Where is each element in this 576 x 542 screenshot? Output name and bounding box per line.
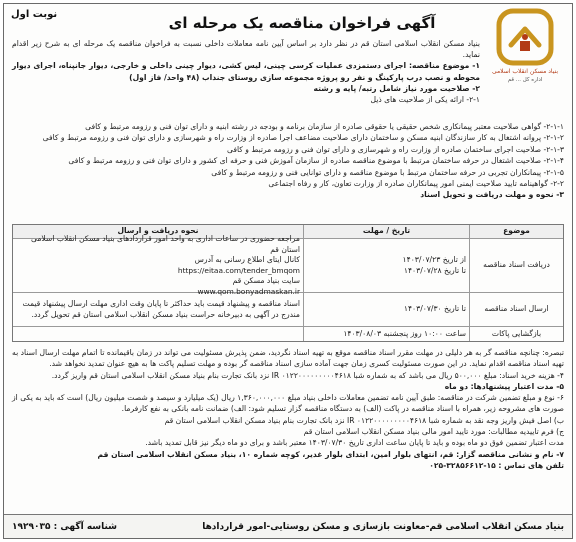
eitaa-channel-link[interactable]: https://eitaa.com/tender_bmqom <box>177 265 300 275</box>
row-date <box>303 293 469 326</box>
table-row <box>13 234 563 296</box>
date-to: تا تاریخ ۱۴۰۳/۰۷/۲۸ <box>403 265 466 275</box>
row-subject: بازگشایی پاکات <box>469 327 563 341</box>
header-method: نحوه دریافت و ارسال <box>117 226 199 236</box>
opening-time: ساعت ۱۰:۰۰ روز پنجشنبه ۱۴۰۳/۰۸/۰۳ <box>343 328 466 338</box>
guarantee-validity: مدت اعتبار تضمین فوق دو ماه بوده و باید تا پایان ساعت اداری تاریخ ۱۴۰۳/۰۷/۳۰ معتبر باشد و برای دو ماه دیگر نیز قابل تمدید باشد. <box>145 438 564 448</box>
method-channel-label: کانال ایتای اطلاع رسانی به آدرس <box>194 255 300 264</box>
row-method <box>13 293 303 326</box>
row-date <box>303 327 469 341</box>
ad-number: شناسه آگهی : ۱۹۲۹۰۳۵ <box>12 521 118 532</box>
tender-subject: ۱- موضوع مناقصه: اجرای دستمزدی عملیات کرسی چینی، لیس کشی، دیوار چینی داخلی و خارجی، دیوار جانپناه، اجرای دیوار محوطه و نصب درب پارکینگ و نفر رو پروژه مجموعه سازی روستای جنداب (۴۸ واحد/ فاز اول) <box>12 61 480 82</box>
row-subject: دریافت اسناد مناقصه <box>469 239 563 292</box>
validity-period: ۵- مدت اعتبار پیشنهادها: دو ماه <box>444 381 564 391</box>
row-method <box>13 234 303 296</box>
qualification-item: ۲-۱-۵- پیمانکاران تجربی در حرفه ساختمان مرتبط با موضوع مناقصه و دارای توانایی فنی و رزومه مرتبط و کافی <box>211 167 564 177</box>
intro-paragraph: بنیاد مسکن انقلاب اسلامی استان قم در نظر دارد بر اساس آیین نامه معاملات داخلی نسبت به فراخوان مناقصه یک مرحله ای به شرح زیر اقدام نماید. <box>12 39 480 60</box>
terms-text <box>12 347 564 471</box>
guarantee-paragraph: ۶- نوع و مبلغ تضمین شرکت در مناقصه: طبق آیین نامه تضمین معاملات داخلی بنیاد مبلغ ۱,۳۶۰,۰۰۰,۰۰۰ ریال (یک میلیارد و سیصد و شصت میلیون ریال) است که باید به یکی از صورت های مشروحه زیر، همراه با اسناد مناقصه در پاکت (الف) به دستگاه مناقصه گزار تسلیم شود: الف) ضمانت نامه بانکی به نفع کارفرما. <box>12 393 564 414</box>
bonyad-maskan-logo <box>484 7 566 119</box>
guarantee-form: ج) فرم تاییدیه مطالبات: مورد تایید امور مالی بنیاد مسکن انقلاب اسلامی استان قم <box>303 427 564 437</box>
header-date: تاریخ / مهلت <box>303 225 469 238</box>
documents-heading: ۳- نحوه و مهلت دریافت و تحویل اسناد <box>420 190 564 200</box>
qualification-heading: ۲- صلاحیت مورد نیاز شامل رتبه/ پایه و رشته <box>313 83 480 93</box>
qualification-subheading: ۲-۱- ارائه یکی از صلاحیت های ذیل <box>370 95 480 105</box>
phone-numbers: ۰۲۵-۳۲۸۵۶۶۱۲-۱۵ <box>429 460 496 470</box>
qualification-item: ۲-۱-۲- پروانه اشتغال به کار سازندگان ابنیه مسکن و ساختمان دارای صلاحیت مضاعف اجرا صادره از وزارت راه و شهرسازی و دارای توان فنی و رزومه مرتبط و کافی <box>42 133 564 143</box>
method-text: مراجعه حضوری در ساعات اداری به واحد امور قراردادهای بنیاد مسکن انقلاب اسلامی استان قم <box>31 234 300 254</box>
tender-notice <box>3 3 573 539</box>
qualifications-list <box>12 121 564 201</box>
document-fee: ۴- هزینه خرید اسناد: مبلغ ۵۰۰,۰۰۰ ریال می باشد که به شماره شبا IR ۰۱۲۲۰۰۰۰۰۰۰۰۰۴۶۱۸ نزد بانک تجارت بنام بنیاد مسکن انقلاب اسلامی استان قم واریز گردد. <box>51 370 564 380</box>
table-row <box>13 327 563 341</box>
note-paragraph: تبصره: چنانچه مناقصه گر به هر دلیلی در مهلت مقرر اسناد مناقصه موقع به تهیه اسناد نگردید، ضمن پذیرش مسئولیت می تواند در زمان باقیمانده تا اتمام مهلت ارسال اسناد به تهیه اسناد مناقصه اقدام نماید. در این صورت مسئولیت کسری زمان جهت آماده سازی اسناد مناقصه گر بوده و مهلت تسلیم پاکت ها به هیچ عنوان تمدید نخواهد شد. <box>12 348 564 369</box>
logo-caption: بنیاد مسکن انقلاب اسلامی <box>491 68 559 75</box>
website-link[interactable]: www.qom.bonyadmaskan.ir <box>197 286 300 296</box>
date-deadline: تا تاریخ ۱۴۰۳/۰۷/۳۰ <box>403 304 466 314</box>
notice-title: آگهی فراخوان مناقصه یک مرحله ای <box>168 14 436 32</box>
qualification-item: ۲-۱-۱- گواهی صلاحیت معتبر پیمانکاری شخص حقیقی یا حقوقی صادره از سازمان برنامه و بودجه در رشته ابنیه و دارای توان فنی و رزومه مرتبط و کافی <box>85 122 564 131</box>
tenderer-address: ۷- نام و نشانی مناقصه گزار: قم، انتهای بلوار امین، ابتدای بلوار غدیر، کوچه شماره ۱۰، بنیاد مسکن انقلاب اسلامی استان قم <box>97 449 564 459</box>
logo-subcaption: اداره کل ... قم <box>507 77 543 83</box>
qualification-item: ۲-۱-۳- صلاحیت اجرای ساختمان صادره از وزارت راه و شهرسازی و دارای توان فنی و رزومه مرتبط و کافی <box>227 144 564 154</box>
date-from: از تاریخ ۱۴۰۳/۰۷/۲۳ <box>402 255 466 264</box>
notice-footer <box>4 514 572 538</box>
header-subject: موضوع <box>469 225 563 238</box>
method-text: اسناد مناقصه و پیشنهاد قیمت باید حداکثر تا پایان وقت اداری مهلت ارسال پیشنهاد قیمت مندرج در آگهی به دبیرخانه حراست بنیاد مسکن انقلاب اسلامی استان قم تحویل گردد. <box>22 299 300 319</box>
qualification-item: ۲-۲- گواهینامه تایید صلاحیت ایمنی امور پیمانکاران صادره از وزارت تعاون، کار و رفاه اجتماعی <box>268 179 564 189</box>
table-row <box>13 293 563 327</box>
intro-text <box>12 38 480 105</box>
guarantee-cash: ب) اصل فیش واریز وجه نقد به شماره شبا IR ۰۱۲۲۰۰۰۰۰۰۰۰۰۴۶۱۸ نزد بانک تجارت بنام بنیاد مسکن انقلاب اسلامی استان قم <box>164 415 564 425</box>
qualification-item: ۲-۱-۴- صلاحیت اشتغال در حرفه ساختمان مرتبط با موضوع مناقصه صادره از سازمان آموزش فنی و حرفه ای کشور و دارای توان فنی و رزومه مرتبط و کافی <box>68 156 564 166</box>
round-tag: نوبت اول <box>11 9 58 20</box>
row-subject: ارسال اسناد مناقصه <box>469 293 563 326</box>
footer-org: بنیاد مسکن انقلاب اسلامی قم-معاونت بازسازی و مسکن روستایی-امور قراردادها <box>202 521 564 532</box>
row-date <box>303 239 469 292</box>
method-site-label: سایت بنیاد مسکن قم <box>232 276 300 285</box>
row-method <box>13 327 303 341</box>
phones-label: تلفن های تماس : <box>498 460 564 470</box>
schedule-table <box>12 224 564 342</box>
contact-line <box>12 460 564 471</box>
logo-emblem-icon <box>495 7 555 67</box>
